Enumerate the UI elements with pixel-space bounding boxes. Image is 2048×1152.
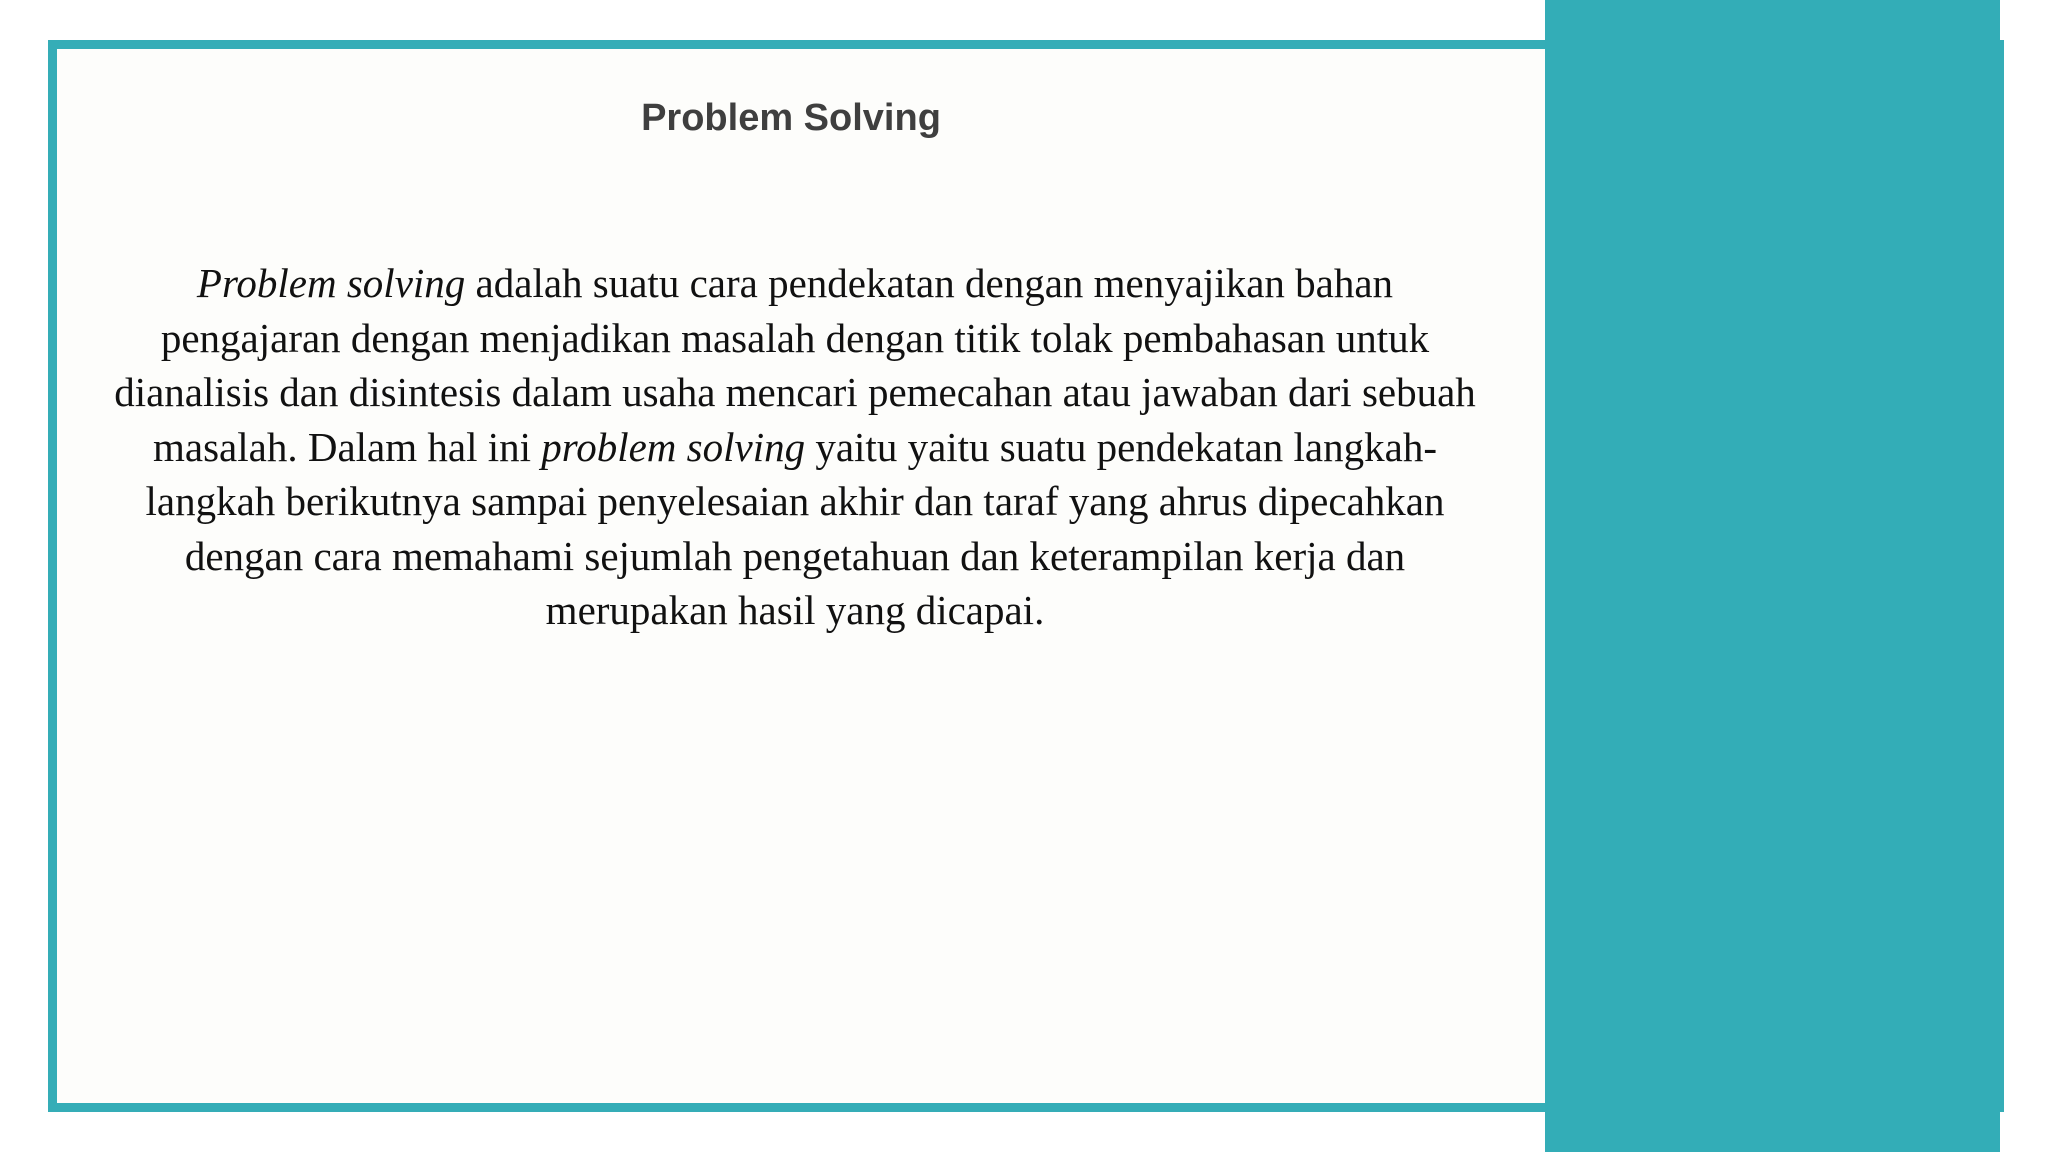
body-text-part-1: adalah suatu cara pendekatan dengan menyajikan bahan pengajaran dengan menjadikan masalah dengan titik tolak pembahasan untuk dianalisis dan disintesis dalam usaha mencari pemecahan atau jawaban dari sebuah masalah. Dalam hal ini [114,260,1476,470]
body-paragraph [110,256,1480,638]
body-italic-term-1: Problem solving [196,260,466,306]
slide-title: Problem Solving [641,97,941,139]
body-text-part-2: yaitu yaitu suatu pendekatan langkah-langkah berikutnya sampai penyelesaian akhir dan taraf yang ahrus dipecahkan dengan cara memahami sejumlah pengetahuan dan keterampilan kerja dan merupakan hasil yang dicapai. [145,423,1445,633]
accent-side-panel [1545,0,2000,1152]
body-italic-term-2: problem solving [541,423,806,470]
